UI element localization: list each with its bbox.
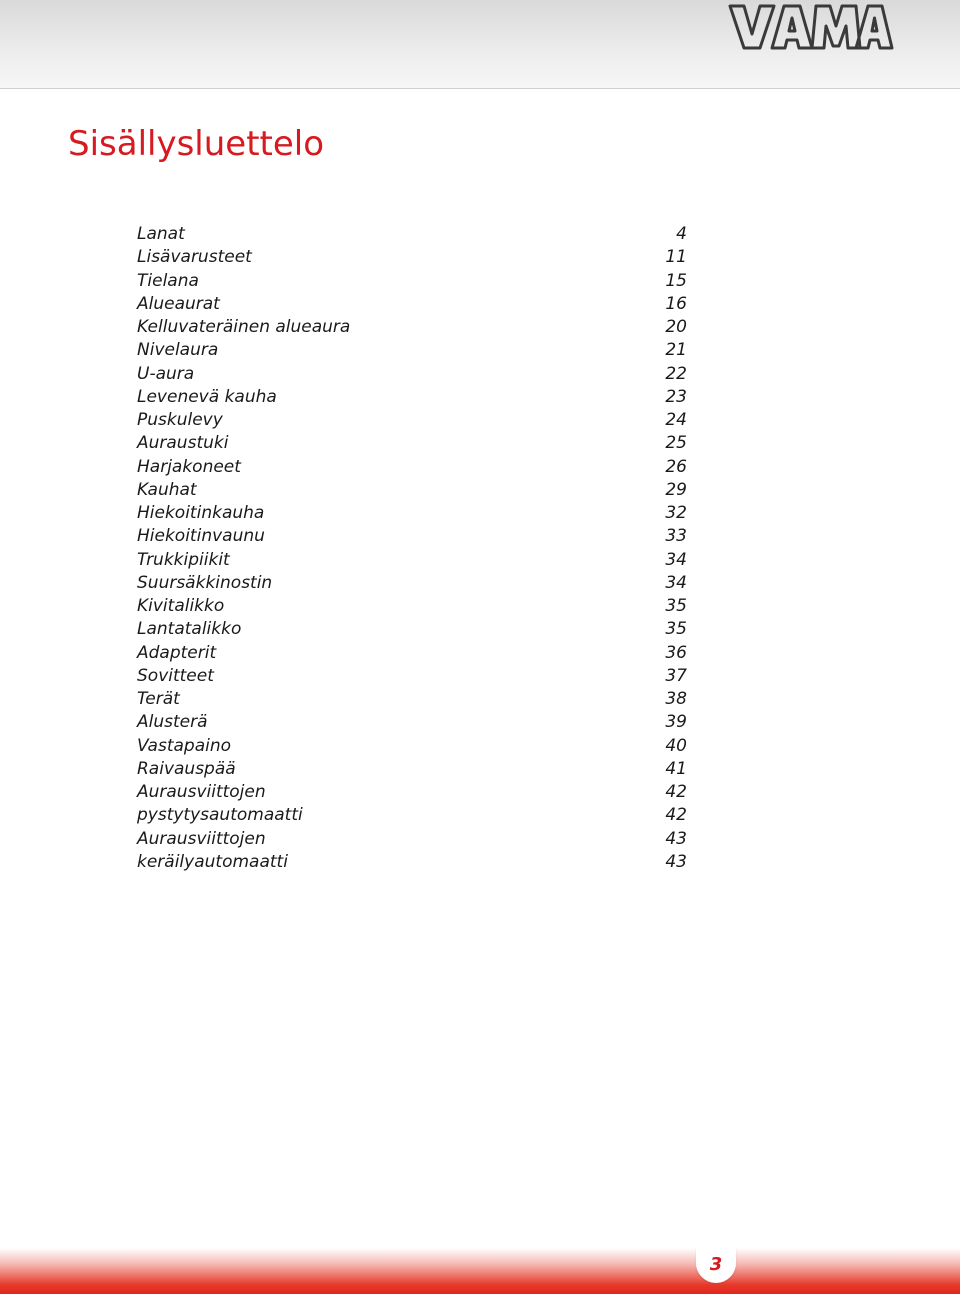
toc-entry[interactable]: [137, 479, 687, 502]
toc-entry-label: Adapterit: [137, 642, 217, 663]
toc-entry[interactable]: [137, 851, 687, 874]
toc-entry-label: Trukkipiikit: [137, 549, 230, 570]
toc-entry-page: 36: [665, 642, 687, 663]
toc-entry-page: 23: [665, 386, 687, 407]
toc-entry-page: 42: [665, 782, 687, 802]
toc-entry[interactable]: [137, 339, 687, 362]
toc-entry[interactable]: [137, 781, 687, 804]
toc-entry-page: 33: [665, 526, 687, 547]
toc-entry[interactable]: [137, 572, 687, 595]
toc-entry-label: Alusterä: [137, 712, 208, 733]
toc-entry-page: 24: [665, 410, 687, 430]
toc-entry[interactable]: [137, 432, 687, 455]
toc-entry[interactable]: [137, 549, 687, 572]
toc-entry-page: 41: [665, 758, 687, 779]
toc-entry-page: 21: [665, 340, 687, 361]
toc-entry[interactable]: [137, 735, 687, 758]
toc-entry[interactable]: [137, 223, 687, 246]
page-title: Sisällysluettelo: [68, 124, 325, 164]
toc-entry-page: 15: [665, 270, 687, 291]
toc-entry[interactable]: [137, 804, 687, 827]
vama-logo: [726, 2, 894, 52]
toc-entry-label: Hiekoitinkauha: [137, 503, 265, 523]
toc-entry-label: U-aura: [137, 363, 195, 384]
toc-entry-page: 39: [665, 712, 687, 733]
toc-entry-page: 43: [665, 828, 687, 849]
toc-entry-page: 42: [665, 805, 687, 826]
toc-entry-page: 37: [665, 665, 687, 686]
toc-entry-label: keräilyautomaatti: [137, 851, 288, 872]
toc-entry-label: Raivauspää: [137, 758, 236, 779]
toc-entry-page: 22: [665, 363, 687, 384]
toc-entry[interactable]: [137, 502, 687, 525]
toc-entry[interactable]: [137, 665, 687, 688]
toc-entry-page: 40: [665, 735, 687, 756]
toc-entry[interactable]: [137, 363, 687, 386]
toc-entry-label: Lantatalikko: [137, 619, 242, 640]
toc-entry[interactable]: [137, 525, 687, 548]
footer-band: [0, 1248, 960, 1294]
header-band: [0, 0, 960, 89]
toc-entry[interactable]: [137, 246, 687, 269]
toc-entry-label: Aurausviittojen: [137, 782, 266, 802]
toc-entry[interactable]: [137, 316, 687, 339]
toc-entry[interactable]: [137, 618, 687, 641]
toc-entry[interactable]: [137, 409, 687, 432]
toc-entry-label: Harjakoneet: [137, 456, 241, 477]
toc-entry-page: 4: [676, 224, 687, 244]
toc-entry-page: 25: [665, 433, 687, 454]
toc-entry-label: Kauhat: [137, 479, 197, 500]
toc-entry-page: 35: [665, 619, 687, 640]
toc-entry-page: 29: [665, 479, 687, 500]
toc-entry-label: Terät: [137, 689, 180, 709]
toc-entry-page: 34: [665, 549, 687, 570]
toc-entry-label: Lanat: [137, 224, 185, 244]
toc-entry[interactable]: [137, 595, 687, 618]
toc-entry[interactable]: [137, 758, 687, 781]
toc-entry-page: 20: [665, 317, 687, 337]
toc-entry-label: Vastapaino: [137, 735, 232, 756]
toc-entry[interactable]: [137, 456, 687, 479]
page-number: 3: [709, 1254, 723, 1275]
toc-entry-page: 38: [665, 689, 687, 709]
toc-entry-page: 16: [665, 293, 687, 314]
toc-entry[interactable]: [137, 711, 687, 734]
toc-entry-label: Suursäkkinostin: [137, 572, 273, 593]
toc-entry-page: 35: [665, 596, 687, 616]
toc-entry-label: Alueaurat: [137, 293, 220, 314]
toc-entry-label: Kelluvateräinen alueaura: [137, 317, 351, 337]
toc-entry-page: 32: [665, 503, 687, 523]
toc-entry-label: Sovitteet: [137, 665, 214, 686]
toc-entry[interactable]: [137, 386, 687, 409]
table-of-contents: [137, 223, 687, 874]
toc-entry-page: 34: [665, 572, 687, 593]
vama-logo-graphic: [726, 2, 894, 52]
toc-entry-label: Kivitalikko: [137, 596, 225, 616]
toc-entry[interactable]: [137, 270, 687, 293]
toc-entry-label: Puskulevy: [137, 410, 223, 430]
toc-entry[interactable]: [137, 642, 687, 665]
toc-entry[interactable]: [137, 293, 687, 316]
toc-entry-page: 11: [665, 247, 687, 268]
toc-entry-label: Levenevä kauha: [137, 386, 277, 407]
toc-entry-label: Aurausviittojen: [137, 828, 266, 849]
toc-entry-page: 26: [665, 456, 687, 477]
toc-entry-page: 43: [665, 851, 687, 872]
toc-entry-label: Hiekoitinvaunu: [137, 526, 265, 547]
toc-entry[interactable]: [137, 828, 687, 851]
toc-entry-label: pystytysautomaatti: [137, 805, 303, 826]
toc-entry-label: Nivelaura: [137, 340, 219, 361]
toc-entry[interactable]: [137, 688, 687, 711]
toc-entry-label: Lisävarusteet: [137, 247, 252, 268]
toc-entry-label: Auraustuki: [137, 433, 229, 454]
toc-entry-label: Tielana: [137, 270, 199, 291]
